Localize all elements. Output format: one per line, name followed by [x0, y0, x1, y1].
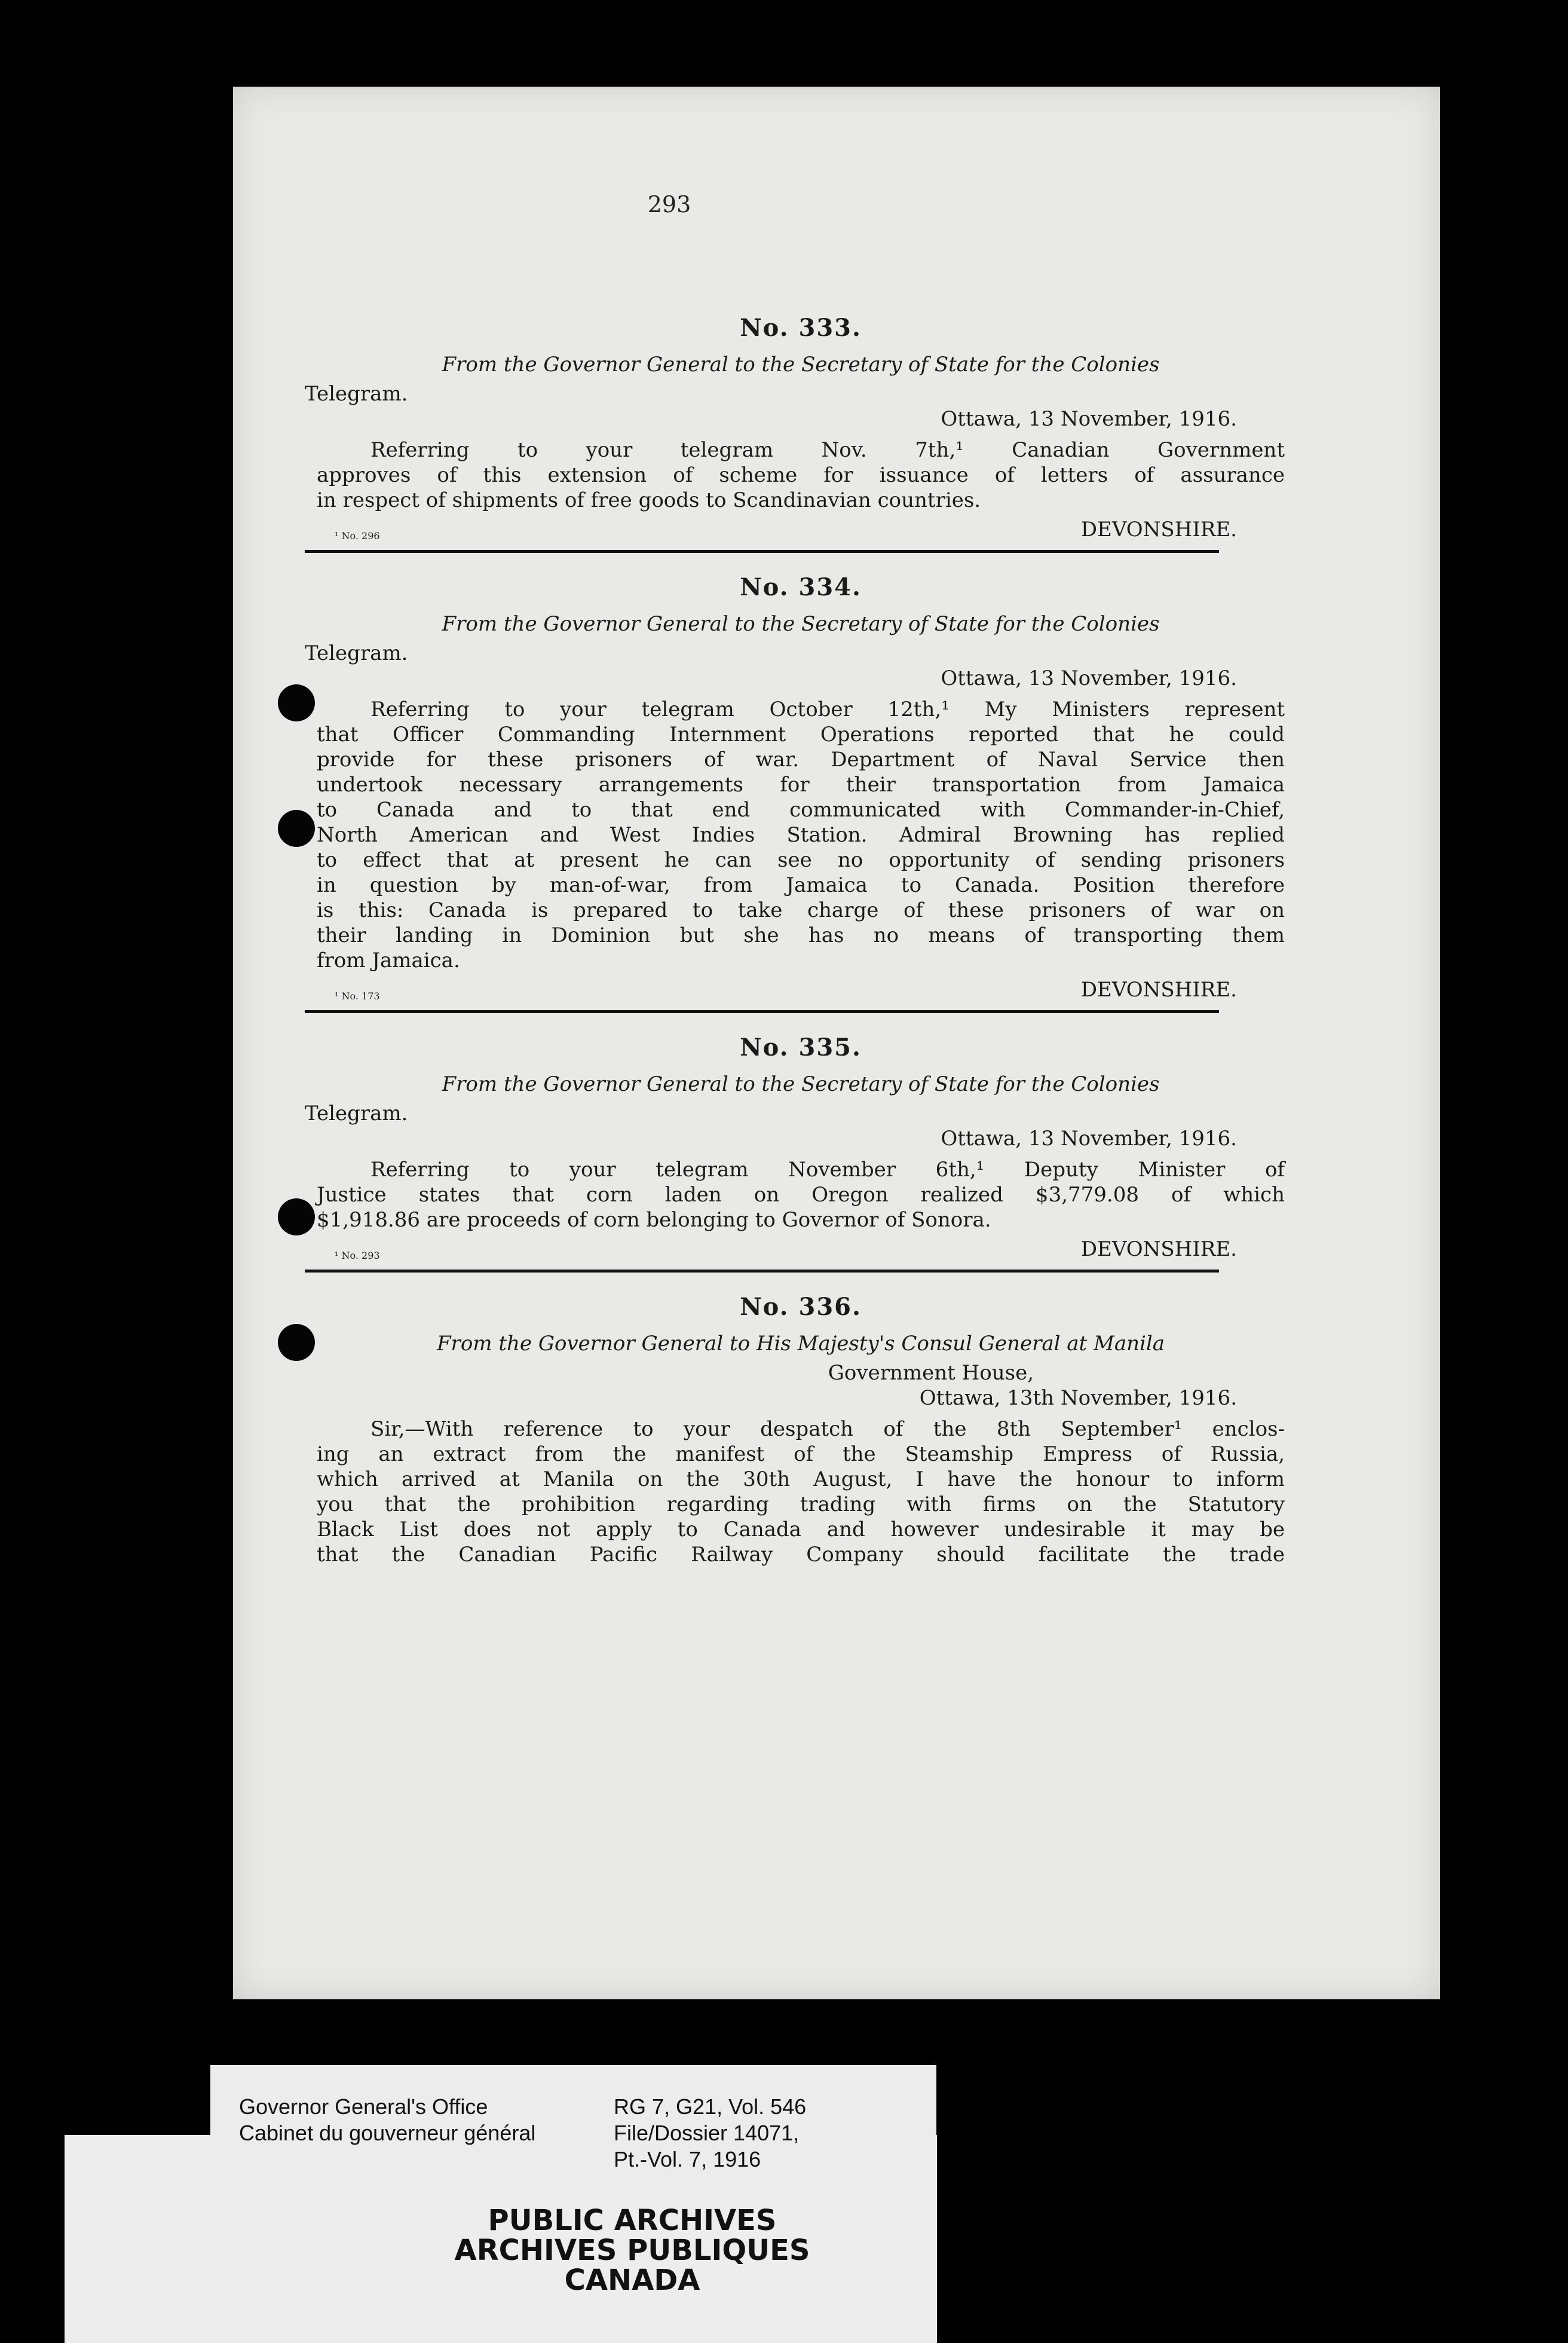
body-line: Referring to your telegram November 6th,¹ Deputy Minister of	[370, 1158, 1285, 1182]
place-date: Ottawa, 13th November, 1916.	[919, 1386, 1237, 1410]
document-type: Telegram.	[305, 1102, 408, 1125]
document-heading: From the Governor General to His Majesty's Consul General at Manila	[436, 1332, 1165, 1356]
body-line: to Canada and to that end communicated with Commander-in-Chief,	[317, 798, 1285, 822]
document-type: Telegram.	[305, 641, 408, 665]
document-number: No. 333.	[740, 314, 862, 342]
signature: DEVONSHIRE.	[1080, 518, 1237, 542]
place-date: Ottawa, 13 November, 1916.	[941, 666, 1237, 690]
document-heading: From the Governor General to the Secretary of State for the Colonies	[442, 612, 1160, 636]
place-date: Ottawa, 13 November, 1916.	[941, 407, 1237, 431]
office-fr: Cabinet du gouverneur général	[239, 2121, 536, 2145]
body-line: that the Canadian Pacific Railway Company should facilitate the trade	[317, 1543, 1285, 1567]
stamp-line: PUBLIC ARCHIVES	[488, 2204, 777, 2237]
body-line: to effect that at present he can see no opportunity of sending prisoners	[317, 848, 1285, 872]
file-dossier: File/Dossier 14071,	[614, 2121, 800, 2145]
body-line: undertook necessary arrangements for their transportation from Jamaica	[317, 773, 1285, 797]
place-date: Ottawa, 13 November, 1916.	[941, 1127, 1237, 1151]
signature: DEVONSHIRE.	[1080, 978, 1237, 1002]
office-en: Governor General's Office	[239, 2094, 488, 2119]
document-334	[305, 573, 1285, 1013]
body-line: $1,918.86 are proceeds of corn belonging to Governor of Sonora.	[317, 1208, 991, 1232]
document-number: No. 335.	[740, 1033, 862, 1062]
document-heading: From the Governor General to the Secretary of State for the Colonies	[442, 1072, 1160, 1096]
footnote: ¹ No. 173	[335, 990, 380, 1002]
page-number: 293	[647, 191, 691, 218]
archive-label-reference	[614, 2094, 806, 2173]
document-heading: From the Governor General to the Secretary of State for the Colonies	[442, 353, 1160, 377]
page-content	[305, 314, 1285, 1567]
body-line: from Jamaica.	[317, 949, 460, 972]
body-line: provide for these prisoners of war. Department of Naval Service then	[317, 748, 1285, 772]
document-333	[305, 314, 1285, 553]
document-335	[305, 1033, 1285, 1273]
stamp-line: ARCHIVES PUBLIQUES	[454, 2234, 810, 2267]
record-group: RG 7, G21, Vol. 546	[614, 2094, 807, 2119]
body-line: Black List does not apply to Canada and however undesirable it may be	[317, 1518, 1285, 1541]
body-line: which arrived at Manila on the 30th August, I have the honour to inform	[317, 1467, 1285, 1491]
document-336	[317, 1293, 1285, 1567]
stamp-line: CANADA	[564, 2264, 700, 2297]
archives-stamp	[455, 2206, 810, 2295]
body-line: Referring to your telegram October 12th,¹ My Ministers represent	[370, 698, 1285, 721]
document-type: Telegram.	[305, 382, 408, 406]
footnote: ¹ No. 296	[335, 530, 380, 542]
section-divider	[305, 550, 1219, 553]
section-divider	[305, 1270, 1219, 1273]
footnote-signature-row	[317, 978, 1285, 1002]
document-number: No. 334.	[740, 573, 862, 601]
section-divider	[305, 1010, 1219, 1013]
document-number: No. 336.	[740, 1293, 862, 1321]
punch-hole	[278, 684, 315, 721]
body-line: that Officer Commanding Internment Operations reported that he could	[317, 723, 1285, 747]
body-line: Referring to your telegram Nov. 7th,¹ Canadian Government	[370, 438, 1285, 462]
body-line: in question by man-of-war, from Jamaica to Canada. Position therefore	[317, 873, 1285, 897]
archive-label-office	[239, 2094, 535, 2146]
body-line: is this: Canada is prepared to take charge of these prisoners of war on	[317, 898, 1285, 922]
body-line: North American and West Indies Station. Admiral Browning has replied	[317, 823, 1285, 847]
footnote-signature-row	[317, 1237, 1285, 1261]
punch-hole	[278, 810, 315, 847]
body-line: ing an extract from the manifest of the Steamship Empress of Russia,	[317, 1442, 1285, 1466]
footnote-signature-row	[317, 518, 1285, 542]
body-line: Justice states that corn laden on Oregon realized $3,779.08 of which	[317, 1183, 1285, 1207]
signature: DEVONSHIRE.	[1080, 1237, 1237, 1261]
footnote: ¹ No. 293	[335, 1250, 380, 1261]
body-line: in respect of shipments of free goods to Scandinavian countries.	[317, 488, 981, 512]
body-line: Sir,—With reference to your despatch of the 8th September¹ enclos-	[370, 1417, 1285, 1441]
place-line: Government House,	[828, 1361, 1034, 1385]
body-line: you that the prohibition regarding trading with firms on the Statutory	[317, 1492, 1285, 1516]
archive-label	[210, 2065, 936, 2195]
punch-hole	[278, 1198, 315, 1235]
part-volume: Pt.-Vol. 7, 1916	[614, 2147, 761, 2171]
body-line: their landing in Dominion but she has no means of transporting them	[317, 923, 1285, 947]
body-line: approves of this extension of scheme for issuance of letters of assurance	[317, 463, 1285, 487]
punch-hole	[278, 1324, 315, 1361]
